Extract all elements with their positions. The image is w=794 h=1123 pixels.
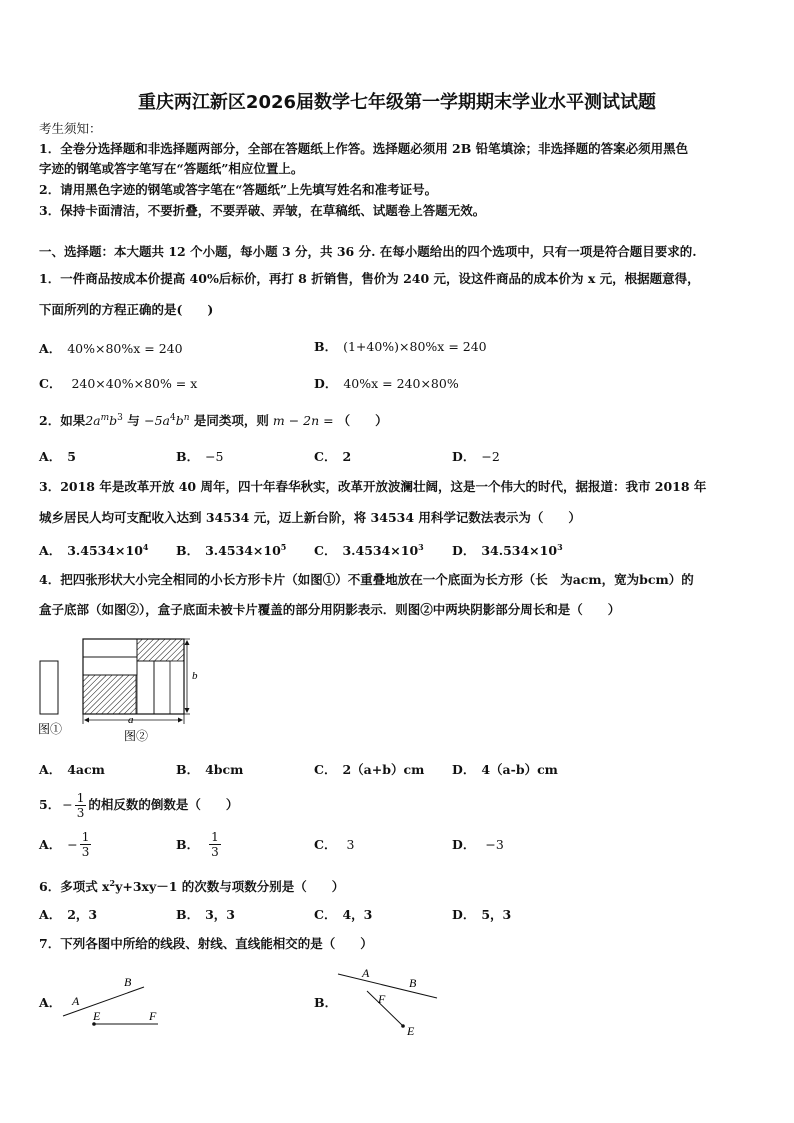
q1-line-1: 1．一件商品按成本价提高 40%后标价，再打 8 折销售，售价为 240 元，设这件商品的成本价为 x 元，根据题意得， (39, 271, 700, 286)
fig1-card (40, 661, 58, 714)
fig2-shade-bottom (83, 675, 136, 714)
fig2-shade-top (137, 639, 184, 661)
q1-option-a: A． 40%×80%x = 240 (39, 341, 183, 356)
q2-stem: 2．如果$2a^mb^3$ 与 $-5a^4b^n$ 是同类项，则 m − 2n = （ ） (39, 413, 388, 429)
fig2-card-2 (83, 657, 137, 675)
svg-text:E: E (93, 1009, 101, 1023)
q6-option-d: D． 5，3 (452, 907, 512, 922)
q1-option-d: D． 40%x = 240×80% (314, 376, 459, 391)
q4-line-1: 4．把四张形状大小完全相同的小长方形卡片（如图①）不重叠地放在一个底面为长方形（长 为acm，宽为bcm）的 (39, 572, 694, 587)
svg-text:A: A (72, 994, 80, 1008)
notice-line-1a: 1．全卷分选择题和非选择题两部分，全部在答题纸上作答。选择题必须用 2B 铅笔填涂；非选择题的答案必须用黑色 (39, 141, 689, 156)
fig2-card-3 (137, 661, 154, 714)
section-heading: 一、选择题：本大题共 12 个小题，每小题 3 分，共 36 分. 在每小题给出的四个选项中，只有一项是符合题目要求的. (39, 244, 697, 259)
fig2-label-a: a (128, 714, 134, 726)
q2-option-b: B． −5 (176, 449, 224, 464)
q7-figure-b (330, 962, 450, 1042)
q6-stem: 6．多项式 $x^2y+3xy-1$ 的次数与项数分别是（ ） (39, 878, 345, 895)
notice-heading: 考生须知： (39, 121, 102, 136)
svg-text:B: B (124, 975, 132, 989)
q3-line-2: 城乡居民人均可支配收入达到 34534 元，迈上新台阶，将 34534 用科学记数法表示为（ ） (39, 510, 581, 525)
q2-option-c: C． 2 (314, 449, 352, 464)
fig2-label-b: b (192, 670, 198, 682)
q4-line-2: 盒子底部（如图②），盒子底面未被卡片覆盖的部分用阴影表示．则图②中两块阴影部分周长和是（ ） (39, 602, 621, 617)
q5-stem: 5． − $\frac{1}{3}$ 的相反数的倒数是（ ） (39, 790, 239, 820)
q1-option-c: C． 240×40%×80% = x (39, 376, 198, 391)
q5-option-a: A． − $\frac{1}{3}$ (39, 829, 90, 859)
q3-option-d: D． $34.534\times 10^3$ (452, 541, 563, 558)
q7-option-b-letter: B． (314, 995, 338, 1010)
q3-option-a: A． $3.4534\times 10^4$ (39, 541, 149, 558)
q7-stem: 7．下列各图中所给的线段、射线、直线能相交的是（ ） (39, 936, 373, 951)
page-title: 重庆两江新区2026届数学七年级第一学期期末学业水平测试试题 (137, 92, 657, 113)
fig1-label: 图① (38, 722, 63, 736)
notice-line-3: 3．保持卡面清洁，不要折叠，不要弄破、弄皱，在草稿纸、试题卷上答题无效。 (39, 203, 486, 218)
q1-option-b: B． (1+40%)×80%x = 240 (314, 339, 487, 354)
q7-option-a-letter: A． (39, 995, 62, 1010)
q4-option-c: C． 2（a+b）cm (314, 762, 425, 777)
q4-option-a: A． 4acm (39, 762, 105, 777)
q3-line-1: 3．2018 年是改革开放 40 周年，四十年春华秋实，改革开放波澜壮阔，这是一个伟大的时代，据报道：我市 2018 年 (39, 479, 707, 494)
q1-line-2: 下面所列的方程正确的是( ) (39, 302, 214, 317)
q3-option-c: C． $3.4534\times 10^3$ (314, 541, 424, 558)
q5-option-d: D． −3 (452, 836, 504, 852)
q2-option-d: D． −2 (452, 449, 500, 464)
fig2-card-1 (83, 639, 137, 657)
q4-option-b: B． 4bcm (176, 762, 244, 777)
fig2-card-4 (154, 661, 170, 714)
q6-option-b: B． 3，3 (176, 907, 235, 922)
svg-text:A: A (362, 966, 370, 980)
q6-option-c: C． 4，3 (314, 907, 373, 922)
q6-option-a: A． 2，3 (39, 907, 98, 922)
notice-line-1b: 字迹的钢笔或答字笔写在“答题纸”相应位置上。 (39, 161, 304, 176)
q2-option-a: A． 5 (39, 449, 76, 464)
q4-option-d: D． 4（a-b）cm (452, 762, 558, 777)
svg-text:F: F (149, 1009, 157, 1023)
notice-line-2: 2．请用黑色字迹的钢笔或答字笔在“答题纸”上先填写姓名和准考证号。 (39, 182, 438, 197)
svg-text:F: F (378, 992, 386, 1006)
fig2-label: 图② (124, 729, 149, 743)
q4-figures (36, 632, 206, 750)
svg-text:B: B (409, 976, 417, 990)
q5-option-c: C． 3 (314, 836, 355, 852)
q3-option-b: B． $3.4534\times 10^5$ (176, 541, 287, 558)
q7-figure-a (55, 970, 175, 1032)
q5-option-b: B． $\frac{1}{3}$ (176, 829, 219, 859)
q5-fraction: $\frac{1}{3}$ (76, 790, 85, 820)
svg-text:E: E (407, 1024, 415, 1038)
